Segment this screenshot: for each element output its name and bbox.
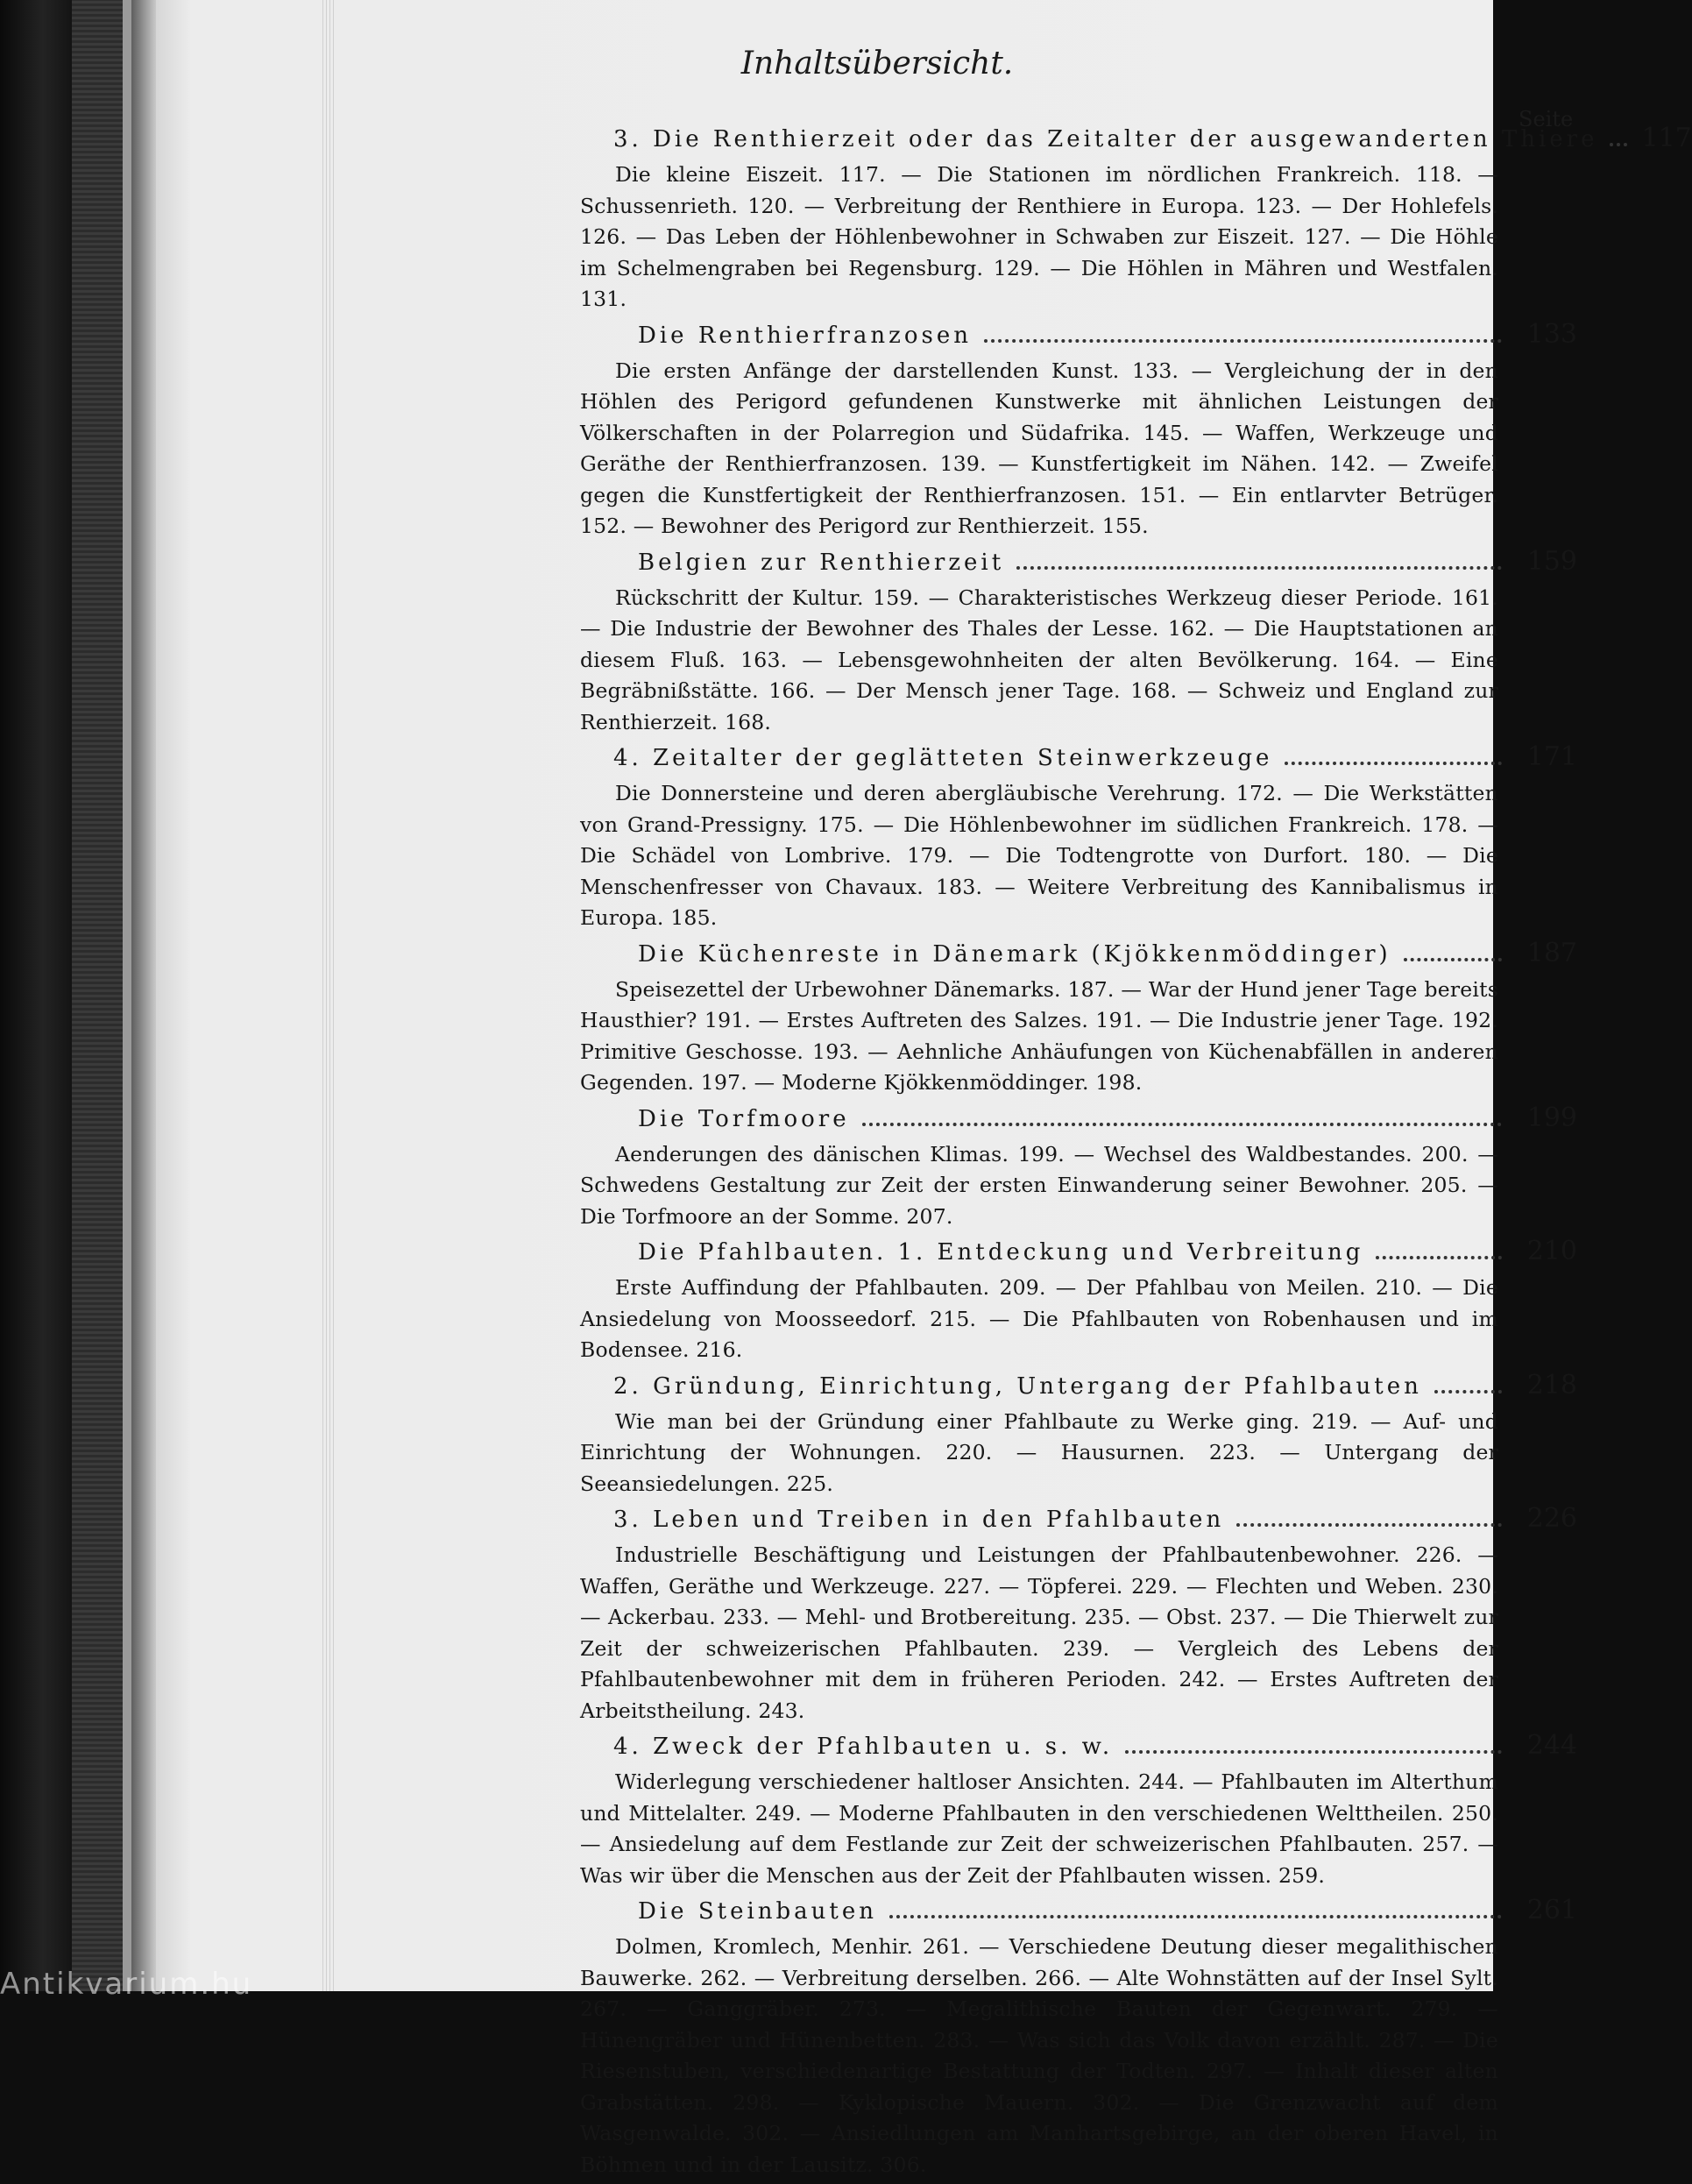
toc-page-number: 199 — [1526, 1102, 1577, 1133]
dot-leader — [984, 339, 1502, 343]
toc-heading-title: Die Renthierfranzosen — [638, 322, 972, 349]
toc-heading — [578, 546, 1577, 583]
toc-heading-title: 2. Gründung, Einrichtung, Untergang der Pfahlbauten — [613, 1372, 1422, 1400]
toc-summary: Industrielle Beschäftigung und Leistungen der Pfahlbautenbewohner. 226. — Waffen, Geräthe und Werkzeuge. 227. — Töpferei. 229. — Flechten und Weben. 230. — Ackerbau. 233. — Mehl- und Brotbereitung. 235. — Obst. 237. — Die Thierwelt zur Zeit der schweizerischen Pfahlbauten. 239. — Vergleich des Lebens der Pfahlbautenbewohner mit dem in früheren Perioden. 242. — Erstes Auftreten der Arbeitstheilung. 243. — [580, 1542, 1498, 1723]
toc-summary: Dolmen, Kromlech, Menhir. 261. — Verschiedene Deutung dieser megalithischen Bauwerke. 262. — Verbreitung derselben. 266. — Alte Wohnstätten auf der Insel Sylt. 267. — Ganggräber. 273. — Megalithische Bauten der Gegenwart. 279. — Hünengräber und Hünenbetten. 283. — Was sich das Volk davon erzählt. 287. — Die Riesenstuben, verschiedenartige Bestattung der Todten. 297. — Inhalt dieser alten Grabstätten. 298. — Kyklopische Mauern. 302. — Die Grenzwacht auf dem Wasgenwalde. 302. — Ansiedlungen am Manhartsgebirge, an der oberen Havel, in Böhmen und in der Lausitz. 306. — [580, 1934, 1498, 2177]
dot-leader — [1376, 1256, 1502, 1259]
toc-heading — [578, 741, 1577, 778]
toc-heading-title: Die Küchenreste in Dänemark (Kjökkenmöddinger) — [638, 940, 1391, 968]
toc-heading — [578, 1370, 1577, 1407]
toc-entry — [578, 741, 1577, 934]
book-page — [156, 0, 1692, 2177]
dot-leader — [862, 1123, 1502, 1126]
dot-leader — [1016, 566, 1502, 570]
dot-leader — [1610, 143, 1627, 146]
toc-entry — [578, 123, 1692, 316]
dot-leader — [1236, 1523, 1502, 1527]
binding-cover — [0, 0, 72, 1991]
toc-entry — [578, 1103, 1577, 1233]
binding-edge — [123, 0, 131, 1991]
toc-heading — [578, 1895, 1577, 1932]
toc-page-number: 117 — [1641, 123, 1692, 153]
page-column-label: Seite — [1519, 107, 1574, 131]
dot-leader — [1285, 762, 1502, 765]
toc-heading — [578, 938, 1577, 975]
toc-summary: Erste Auffindung der Pfahlbauten. 209. — Der Pfahlbau von Meilen. 210. — Die Ansiedelung von Moosseedorf. 215. — Die Pfahlbauten von Robenhausen und im Bodensee. 216. — [580, 1275, 1498, 1362]
toc-heading — [578, 319, 1577, 356]
table-of-contents — [578, 123, 1692, 2184]
toc-heading-title: Die Pfahlbauten. 1. Entdeckung und Verbreitung — [638, 1239, 1364, 1266]
toc-page-number: 261 — [1526, 1895, 1577, 1925]
toc-entry — [578, 1895, 1577, 2180]
toc-summary: Die Donnersteine und deren abergläubische Verehrung. 172. — Die Werkstätten von Grand-Pressigny. 175. — Die Höhlenbewohner im südlichen Frankreich. 178. — Die Schädel von Lombrive. 179. — Die Todtengrotte von Durfort. 180. — Die Menschenfresser von Chavaux. 183. — Weitere Verbreitung des Kannibalismus in Europa. 185. — [580, 781, 1498, 930]
toc-heading — [578, 1730, 1577, 1767]
dot-leader — [1404, 958, 1502, 961]
toc-page-number: 210 — [1526, 1236, 1577, 1266]
toc-heading — [578, 1503, 1577, 1540]
toc-entry — [578, 319, 1577, 542]
toc-summary: Die ersten Anfänge der darstellenden Kunst. 133. — Vergleichung der in den Höhlen des Perigord gefundenen Kunstwerke mit ähnlichen Leistungen der Völkerschaften in der Polarregion und Südafrika. 145. — Waffen, Werkzeuge und Geräthe der Renthierfranzosen. 139. — Kunstfertigkeit im Nähen. 142. — Zweifel gegen die Kunstfertigkeit der Renthierfranzosen. 151. — Ein entlarvter Betrüger. 152. — Bewohner des Perigord zur Renthierzeit. 155. — [580, 358, 1498, 538]
book-binding — [0, 0, 156, 1991]
toc-entry — [578, 1370, 1577, 1500]
toc-entry — [578, 1503, 1577, 1727]
gutter-shadow — [131, 0, 156, 1991]
toc-heading-title: 3. Die Renthierzeit oder das Zeitalter der ausgewanderten Thiere — [613, 126, 1598, 152]
dot-leader — [1125, 1750, 1502, 1754]
toc-summary: Aenderungen des dänischen Klimas. 199. — Wechsel des Waldbestandes. 200. — Schwedens Gestaltung zur Zeit der ersten Einwanderung seiner Bewohner. 205. — Die Torfmoore an der Somme. 207. — [580, 1141, 1498, 1229]
toc-summary: Wie man bei der Gründung einer Pfahlbaute zu Werke ging. 219. — Auf- und Einrichtung der Wohnungen. 220. — Hausurnen. 223. — Untergang der Seeansiedelungen. 225. — [580, 1408, 1498, 1496]
toc-entry — [578, 1730, 1577, 1891]
toc-page-number: 171 — [1526, 741, 1577, 772]
dot-leader — [1434, 1390, 1502, 1393]
page-edges — [322, 0, 335, 1991]
toc-heading-title: Belgien zur Renthierzeit — [638, 549, 1005, 576]
toc-heading — [578, 1236, 1577, 1273]
toc-summary: Die kleine Eiszeit. 117. — Die Stationen im nördlichen Frankreich. 118. — Schussenrieth. 120. — Verbreitung der Renthiere in Europa. 123. — Der Hohlefels. 126. — Das Leben der Höhlenbewohner in Schwaben zur Eiszeit. 127. — Die Höhle im Schelmengraben bei Regensburg. 129. — Die Höhlen in Mähren und Westfalen. 131. — [580, 162, 1498, 311]
toc-entry — [578, 546, 1577, 739]
toc-summary: Widerlegung verschiedener haltloser Ansichten. 244. — Pfahlbauten im Alterthum und Mittelalter. 249. — Moderne Pfahlbauten in den verschiedenen Welttheilen. 250. — Ansiedelung auf dem Festlande zur Zeit der schweizerischen Pfahlbauten. 257. — Was wir über die Menschen aus der Zeit der Pfahlbauten wissen. 259. — [580, 1769, 1498, 1888]
toc-page-number: 244 — [1526, 1730, 1577, 1761]
toc-heading — [578, 123, 1692, 160]
running-head: Inhaltsübersicht. — [740, 46, 1014, 82]
toc-heading — [578, 1103, 1577, 1139]
toc-entry — [578, 1236, 1577, 1366]
toc-page-number: 226 — [1526, 1503, 1577, 1534]
watermark: Antikvarium.hu — [0, 1967, 253, 2002]
toc-heading-title: Die Steinbauten — [638, 1898, 877, 1925]
toc-heading-title: Die Torfmoore — [638, 1105, 850, 1132]
dot-leader — [889, 1915, 1502, 1918]
toc-page-number: 218 — [1526, 1369, 1577, 1400]
toc-heading-title: 3. Leben und Treiben in den Pfahlbauten — [613, 1507, 1225, 1533]
toc-page-number: 159 — [1526, 545, 1577, 577]
toc-page-number: 187 — [1526, 937, 1577, 968]
toc-page-number: 133 — [1526, 318, 1577, 350]
toc-summary: Speisezettel der Urbewohner Dänemarks. 187. — War der Hund jener Tage bereits Hausthier? 191. — Erstes Auftreten des Salzes. 191. — Die Industrie jener Tage. 192. Primitive Geschosse. 193. — Aehnliche Anhäufungen von Küchenabfällen in anderen Gegenden. 197. — Moderne Kjökkenmöddinger. 198. — [580, 976, 1498, 1095]
toc-heading-title: 4. Zeitalter der geglätteten Steinwerkzeuge — [613, 745, 1273, 771]
toc-summary: Rückschritt der Kultur. 159. — Charakteristisches Werkzeug dieser Periode. 161. — Die Industrie der Bewohner des Thales der Lesse. 162. — Die Hauptstationen an diesem Fluß. 163. — Lebensgewohnheiten der alten Bevölkerung. 164. — Eine Begräbnißstätte. 166. — Der Mensch jener Tage. 168. — Schweiz und England zur Renthierzeit. 168. — [580, 585, 1498, 734]
toc-entry — [578, 938, 1577, 1099]
toc-heading-title: 4. Zweck der Pfahlbauten u. s. w. — [613, 1734, 1114, 1760]
binding-cloth — [72, 0, 123, 1991]
